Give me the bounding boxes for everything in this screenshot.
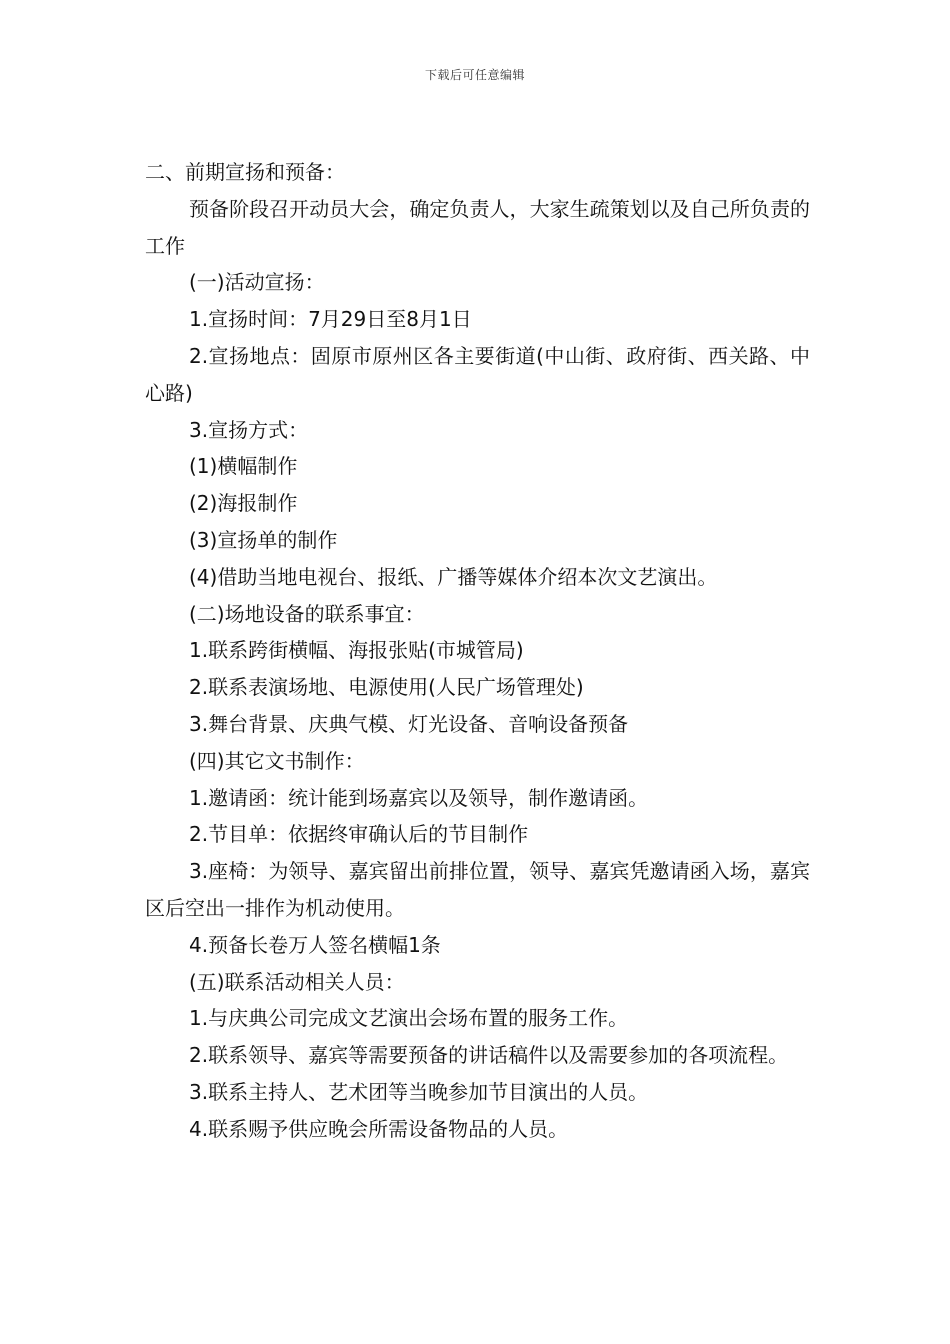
subsection-heading: (五)联系活动相关人员： — [189, 969, 405, 994]
list-item: 2.节目单：依据终审确认后的节目制作 — [189, 822, 529, 847]
list-item: (3)宣扬单的制作 — [189, 527, 338, 552]
paragraph: 预备阶段召开动员大会，确定负责人，大家生疏策划以及自己所负责的工作 — [145, 196, 810, 258]
subsection-heading: (二)场地设备的联系事宜： — [189, 601, 425, 626]
list-item: 4.联系赐予供应晚会所需设备物品的人员。 — [189, 1116, 569, 1141]
list-item: 2.联系表演场地、电源使用(人民广场管理处) — [189, 675, 584, 700]
section-heading: 二、前期宣扬和预备： — [145, 160, 345, 184]
list-item: 1.宣扬时间：7月29日至8月1日 — [189, 307, 472, 332]
page-header-note: 下载后可任意编辑 — [424, 68, 525, 82]
list-item: (4)借助当地电视台、报纸、广播等媒体介绍本次文艺演出。 — [189, 564, 718, 589]
subsection-heading: (一)活动宣扬： — [189, 270, 325, 295]
list-item: 3.座椅：为领导、嘉宾留出前排位置，领导、嘉宾凭邀请函入场，嘉宾区后空出一排作为机动使用。 — [145, 859, 810, 920]
list-item: 4.预备长卷万人签名横幅1条 — [189, 932, 441, 957]
list-item: (2)海报制作 — [189, 491, 298, 516]
list-item: 3.宣扬方式： — [189, 417, 309, 442]
list-item: 1.联系跨街横幅、海报张贴(市城管局) — [189, 638, 524, 663]
list-item: 3.舞台背景、庆典气模、灯光设备、音响设备预备 — [189, 711, 629, 736]
list-item: (1)横幅制作 — [189, 454, 298, 479]
list-item: 2.宣扬地点：固原市原州区各主要街道(中山街、政府街、西关路、中心路) — [145, 343, 810, 405]
list-item: 1.邀请函：统计能到场嘉宾以及领导，制作邀请函。 — [189, 785, 649, 810]
subsection-heading: (四)其它文书制作： — [189, 748, 365, 773]
document-body — [145, 154, 810, 1148]
list-item: 2.联系领导、嘉宾等需要预备的讲话稿件以及需要参加的各项流程。 — [189, 1043, 789, 1068]
list-item: 1.与庆典公司完成文艺演出会场布置的服务工作。 — [189, 1006, 629, 1031]
list-item: 3.联系主持人、艺术团等当晚参加节目演出的人员。 — [189, 1079, 649, 1104]
